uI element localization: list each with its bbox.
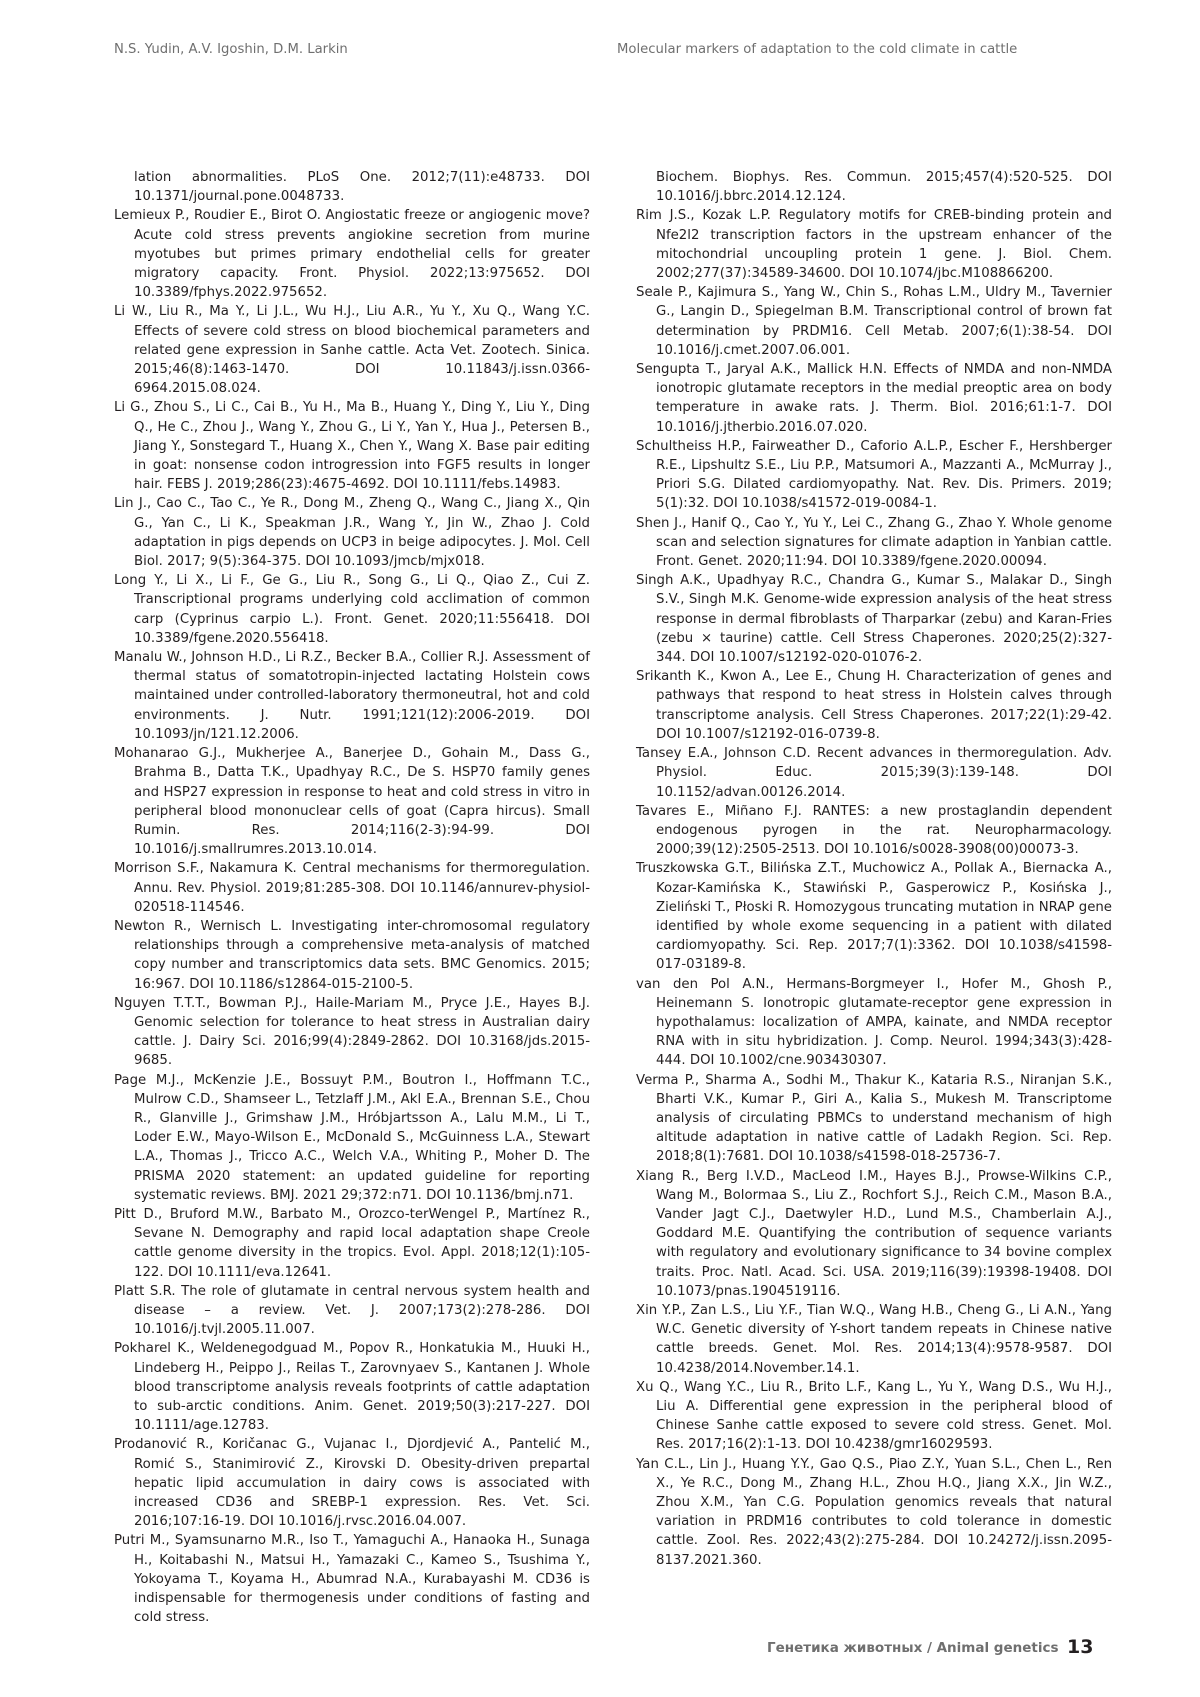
reference-entry: Truszkowska G.T., Bilińska Z.T., Muchowicz A., Pollak A., Biernacka A., Kozar-Kamińska K., Stawiński P., Gasperowicz P., Kosińska J., Zieliński T., Płoski R. Homozygous truncating mutation in NRAP gene identified by whole exome sequencing in a patient with dilated cardiomyopathy. Sci. Rep. 2017;7(1):3362. DOI 10.1038/s41598-017-03189-8.	[636, 859, 1112, 974]
running-head-title: Molecular markers of adaptation to the cold climate in cattle	[617, 42, 1017, 57]
reference-entry: Seale P., Kajimura S., Yang W., Chin S., Rohas L.M., Uldry M., Tavernier G., Langin D., Spiegelman B.M. Transcriptional control of brown fat determination by PRDM16. Cell Metab. 2007;6(1):38-54. DOI 10.1016/j.cmet.2007.06.001.	[636, 283, 1112, 360]
reference-entry: Morrison S.F., Nakamura K. Central mechanisms for thermoregulation. Annu. Rev. Physiol. 2019;81:285-308. DOI 10.1146/annurev-physiol-020518-114546.	[114, 859, 590, 917]
reference-entry: Pitt D., Bruford M.W., Barbato M., Orozco-terWengel P., Martínez R., Sevane N. Demography and rapid local adaptation shape Creole cattle genome diversity in the tropics. Evol. Appl. 2018;12(1):105-122. DOI 10.1111/eva.12641.	[114, 1205, 590, 1282]
page-footer	[0, 1636, 1200, 1662]
reference-entry: Tavares E., Miñano F.J. RANTES: a new prostaglandin dependent endogenous pyrogen in the rat. Neuropharmacology. 2000;39(12):2505-2513. DOI 10.1016/s0028-3908(00)00073-3.	[636, 802, 1112, 860]
reference-entry: Page M.J., McKenzie J.E., Bossuyt P.M., Boutron I., Hoffmann T.C., Mulrow C.D., Shamseer L., Tetzlaff J.M., Akl E.A., Brennan S.E., Chou R., Glanville J., Grimshaw J.M., Hróbjartsson A., Lalu M.M., Li T., Loder E.W., Mayo-Wilson E., McDonald S., McGuinness L.A., Stewart L.A., Thomas J., Tricco A.C., Welch V.A., Whiting P., Moher D. The PRISMA 2020 statement: an updated guideline for reporting systematic reviews. BMJ. 2021 29;372:n71. DOI 10.1136/bmj.n71.	[114, 1071, 590, 1205]
page-number: 13	[1067, 1636, 1093, 1658]
reference-entry: Schultheiss H.P., Fairweather D., Caforio A.L.P., Escher F., Hershberger R.E., Lipshultz S.E., Liu P.P., Matsumori A., Mazzanti A., McMurray J., Priori S.G. Dilated cardiomyopathy. Nat. Rev. Dis. Primers. 2019; 5(1):32. DOI 10.1038/s41572-019-0084-1.	[636, 437, 1112, 514]
reference-entry: Srikanth K., Kwon A., Lee E., Chung H. Characterization of genes and pathways that respond to heat stress in Holstein calves through transcriptome analysis. Cell Stress Chaperones. 2017;22(1):29-42. DOI 10.1007/s12192-016-0739-8.	[636, 667, 1112, 744]
reference-entry: Long Y., Li X., Li F., Ge G., Liu R., Song G., Li Q., Qiao Z., Cui Z. Transcriptional programs underlying cold acclimation of common carp (Cyprinus carpio L.). Front. Genet. 2020;11:556418. DOI 10.3389/fgene.2020.556418.	[114, 571, 590, 648]
reference-entry: Xu Q., Wang Y.C., Liu R., Brito L.F., Kang L., Yu Y., Wang D.S., Wu H.J., Liu A. Differential gene expression in the peripheral blood of Chinese Sanhe cattle exposed to severe cold stress. Genet. Mol. Res. 2017;16(2):1-13. DOI 10.4238/gmr16029593.	[636, 1378, 1112, 1455]
reference-entry: Xin Y.P., Zan L.S., Liu Y.F., Tian W.Q., Wang H.B., Cheng G., Li A.N., Yang W.C. Genetic diversity of Y-short tandem repeats in Chinese native cattle breeds. Genet. Mol. Res. 2014;13(4):9578-9587. DOI 10.4238/2014.November.14.1.	[636, 1301, 1112, 1378]
reference-entry: Platt S.R. The role of glutamate in central nervous system health and disease – a review. Vet. J. 2007;173(2):278-286. DOI 10.1016/j.tvjl.2005.11.007.	[114, 1282, 590, 1340]
running-head-authors: N.S. Yudin, A.V. Igoshin, D.M. Larkin	[114, 42, 348, 57]
references-left-column	[114, 168, 590, 1627]
reference-entry: Shen J., Hanif Q., Cao Y., Yu Y., Lei C., Zhang G., Zhao Y. Whole genome scan and selection signatures for climate adaption in Yanbian cattle. Front. Genet. 2020;11:94. DOI 10.3389/fgene.2020.00094.	[636, 514, 1112, 572]
page-header	[0, 42, 1200, 66]
reference-entry: Lemieux P., Roudier E., Birot O. Angiostatic freeze or angiogenic move? Acute cold stress prevents angiokine secretion from murine myotubes but primes primary endothelial cells for greater migratory capacity. Front. Physiol. 2022;13:975652. DOI 10.3389/fphys.2022.975652.	[114, 206, 590, 302]
reference-entry: Verma P., Sharma A., Sodhi M., Thakur K., Kataria R.S., Niranjan S.K., Bharti V.K., Kumar P., Giri A., Kalia S., Mukesh M. Transcriptome analysis of circulating PBMCs to understand mechanism of high altitude adaptation in native cattle of Ladakh Region. Sci. Rep. 2018;8(1):7681. DOI 10.1038/s41598-018-25736-7.	[636, 1071, 1112, 1167]
reference-entry: Prodanović R., Koričanac G., Vujanac I., Djordjević A., Pantelić M., Romić S., Stanimirović Z., Kirovski D. Obesity-driven prepartal hepatic lipid accumulation in dairy cows is associated with increased CD36 and SREBP-1 expression. Res. Vet. Sci. 2016;107:16-19. DOI 10.1016/j.rvsc.2016.04.007.	[114, 1435, 590, 1531]
reference-entry: Li G., Zhou S., Li C., Cai B., Yu H., Ma B., Huang Y., Ding Y., Liu Y., Ding Q., He C., Zhou J., Wang Y., Zhou G., Li Y., Yan Y., Hua J., Petersen B., Jiang Y., Sonstegard T., Huang X., Chen Y., Wang X. Base pair editing in goat: nonsense codon introgression into FGF5 results in longer hair. FEBS J. 2019;286(23):4675-4692. DOI 10.1111/febs.14983.	[114, 398, 590, 494]
reference-entry: lation abnormalities. PLoS One. 2012;7(11):e48733. DOI 10.1371/journal.pone.0048733.	[114, 168, 590, 206]
reference-entry: Nguyen T.T.T., Bowman P.J., Haile-Mariam M., Pryce J.E., Hayes B.J. Genomic selection for tolerance to heat stress in Australian dairy cattle. J. Dairy Sci. 2016;99(4):2849-2862. DOI 10.3168/jds.2015-9685.	[114, 994, 590, 1071]
reference-entry: Putri M., Syamsunarno M.R., Iso T., Yamaguchi A., Hanaoka H., Sunaga H., Koitabashi N., Matsui H., Yamazaki C., Kameo S., Tsushima Y., Yokoyama T., Koyama H., Abumrad N.A., Kurabayashi M. CD36 is indispensable for thermogenesis under conditions of fasting and cold stress.	[114, 1531, 590, 1627]
reference-entry: Tansey E.A., Johnson C.D. Recent advances in thermoregulation. Adv. Physiol. Educ. 2015;39(3):139-148. DOI 10.1152/advan.00126.2014.	[636, 744, 1112, 802]
reference-entry: Sengupta T., Jaryal A.K., Mallick H.N. Effects of NMDA and non-NMDA ionotropic glutamate receptors in the medial preoptic area on body temperature in awake rats. J. Therm. Biol. 2016;61:1-7. DOI 10.1016/j.jtherbio.2016.07.020.	[636, 360, 1112, 437]
reference-entry: Biochem. Biophys. Res. Commun. 2015;457(4):520-525. DOI 10.1016/j.bbrc.2014.12.124.	[636, 168, 1112, 206]
journal-name: Генетика животных / Animal genetics	[767, 1640, 1059, 1656]
reference-entry: Li W., Liu R., Ma Y., Li J.L., Wu H.J., Liu A.R., Yu Y., Xu Q., Wang Y.C. Effects of severe cold stress on blood biochemical parameters and related gene expression in Sanhe cattle. Acta Vet. Zootech. Sinica. 2015;46(8):1463-1470. DOI 10.11843/j.issn.0366-6964.2015.08.024.	[114, 302, 590, 398]
reference-entry: Manalu W., Johnson H.D., Li R.Z., Becker B.A., Collier R.J. Assessment of thermal status of somatotropin-injected lactating Holstein cows maintained under controlled-laboratory thermoneutral, hot and cold environments. J. Nutr. 1991;121(12):2006-2019. DOI 10.1093/jn/121.12.2006.	[114, 648, 590, 744]
reference-entry: Pokharel K., Weldenegodguad M., Popov R., Honkatukia M., Huuki H., Lindeberg H., Peippo J., Reilas T., Zarovnyaev S., Kantanen J. Whole blood transcriptome analysis reveals footprints of cattle adaptation to sub-arctic conditions. Anim. Genet. 2019;50(3):217-227. DOI 10.1111/age.12783.	[114, 1339, 590, 1435]
references-right-column	[636, 168, 1112, 1570]
reference-entry: Lin J., Cao C., Tao C., Ye R., Dong M., Zheng Q., Wang C., Jiang X., Qin G., Yan C., Li K., Speakman J.R., Wang Y., Jin W., Zhao J. Cold adaptation in pigs depends on UCP3 in beige adipocytes. J. Mol. Cell Biol. 2017; 9(5):364-375. DOI 10.1093/jmcb/mjx018.	[114, 494, 590, 571]
reference-entry: Mohanarao G.J., Mukherjee A., Banerjee D., Gohain M., Dass G., Brahma B., Datta T.K., Upadhyay R.C., De S. HSP70 family genes and HSP27 expression in response to heat and cold stress in vitro in peripheral blood mononuclear cells of goat (Capra hircus). Small Rumin. Res. 2014;116(2-3):94-99. DOI 10.1016/j.smallrumres.2013.10.014.	[114, 744, 590, 859]
reference-entry: Xiang R., Berg I.V.D., MacLeod I.M., Hayes B.J., Prowse-Wilkins C.P., Wang M., Bolormaa S., Liu Z., Rochfort S.J., Reich C.M., Mason B.A., Vander Jagt C.J., Daetwyler H.D., Lund M.S., Chamberlain A.J., Goddard M.E. Quantifying the contribution of sequence variants with regulatory and evolutionary significance to 34 bovine complex traits. Proc. Natl. Acad. Sci. USA. 2019;116(39):19398-19408. DOI 10.1073/pnas.1904519116.	[636, 1167, 1112, 1301]
reference-entry: Yan C.L., Lin J., Huang Y.Y., Gao Q.S., Piao Z.Y., Yuan S.L., Chen L., Ren X., Ye R.C., Dong M., Zhang H.L., Zhou H.Q., Jiang X.X., Jin W.Z., Zhou X.M., Yan C.G. Population genomics reveals that natural variation in PRDM16 contributes to cold tolerance in domestic cattle. Zool. Res. 2022;43(2):275-284. DOI 10.24272/j.issn.2095-8137.2021.360.	[636, 1455, 1112, 1570]
reference-entry: Rim J.S., Kozak L.P. Regulatory motifs for CREB-binding protein and Nfe2l2 transcription factors in the upstream enhancer of the mitochondrial uncoupling protein 1 gene. J. Biol. Chem. 2002;277(37):34589-34600. DOI 10.1074/jbc.M108866200.	[636, 206, 1112, 283]
reference-entry: van den Pol A.N., Hermans-Borgmeyer I., Hofer M., Ghosh P., Heinemann S. Ionotropic glutamate-receptor gene expression in hypothalamus: localization of AMPA, kainate, and NMDA receptor RNA with in situ hybridization. J. Comp. Neurol. 1994;343(3):428-444. DOI 10.1002/cne.903430307.	[636, 975, 1112, 1071]
reference-entry: Newton R., Wernisch L. Investigating inter-chromosomal regulatory relationships through a comprehensive meta-analysis of matched copy number and transcriptomics data sets. BMC Genomics. 2015; 16:967. DOI 10.1186/s12864-015-2100-5.	[114, 917, 590, 994]
reference-entry: Singh A.K., Upadhyay R.C., Chandra G., Kumar S., Malakar D., Singh S.V., Singh M.K. Genome-wide expression analysis of the heat stress response in dermal fibroblasts of Tharparkar (zebu) and Karan-Fries (zebu × taurine) cattle. Cell Stress Chaperones. 2020;25(2):327-344. DOI 10.1007/s12192-020-01076-2.	[636, 571, 1112, 667]
